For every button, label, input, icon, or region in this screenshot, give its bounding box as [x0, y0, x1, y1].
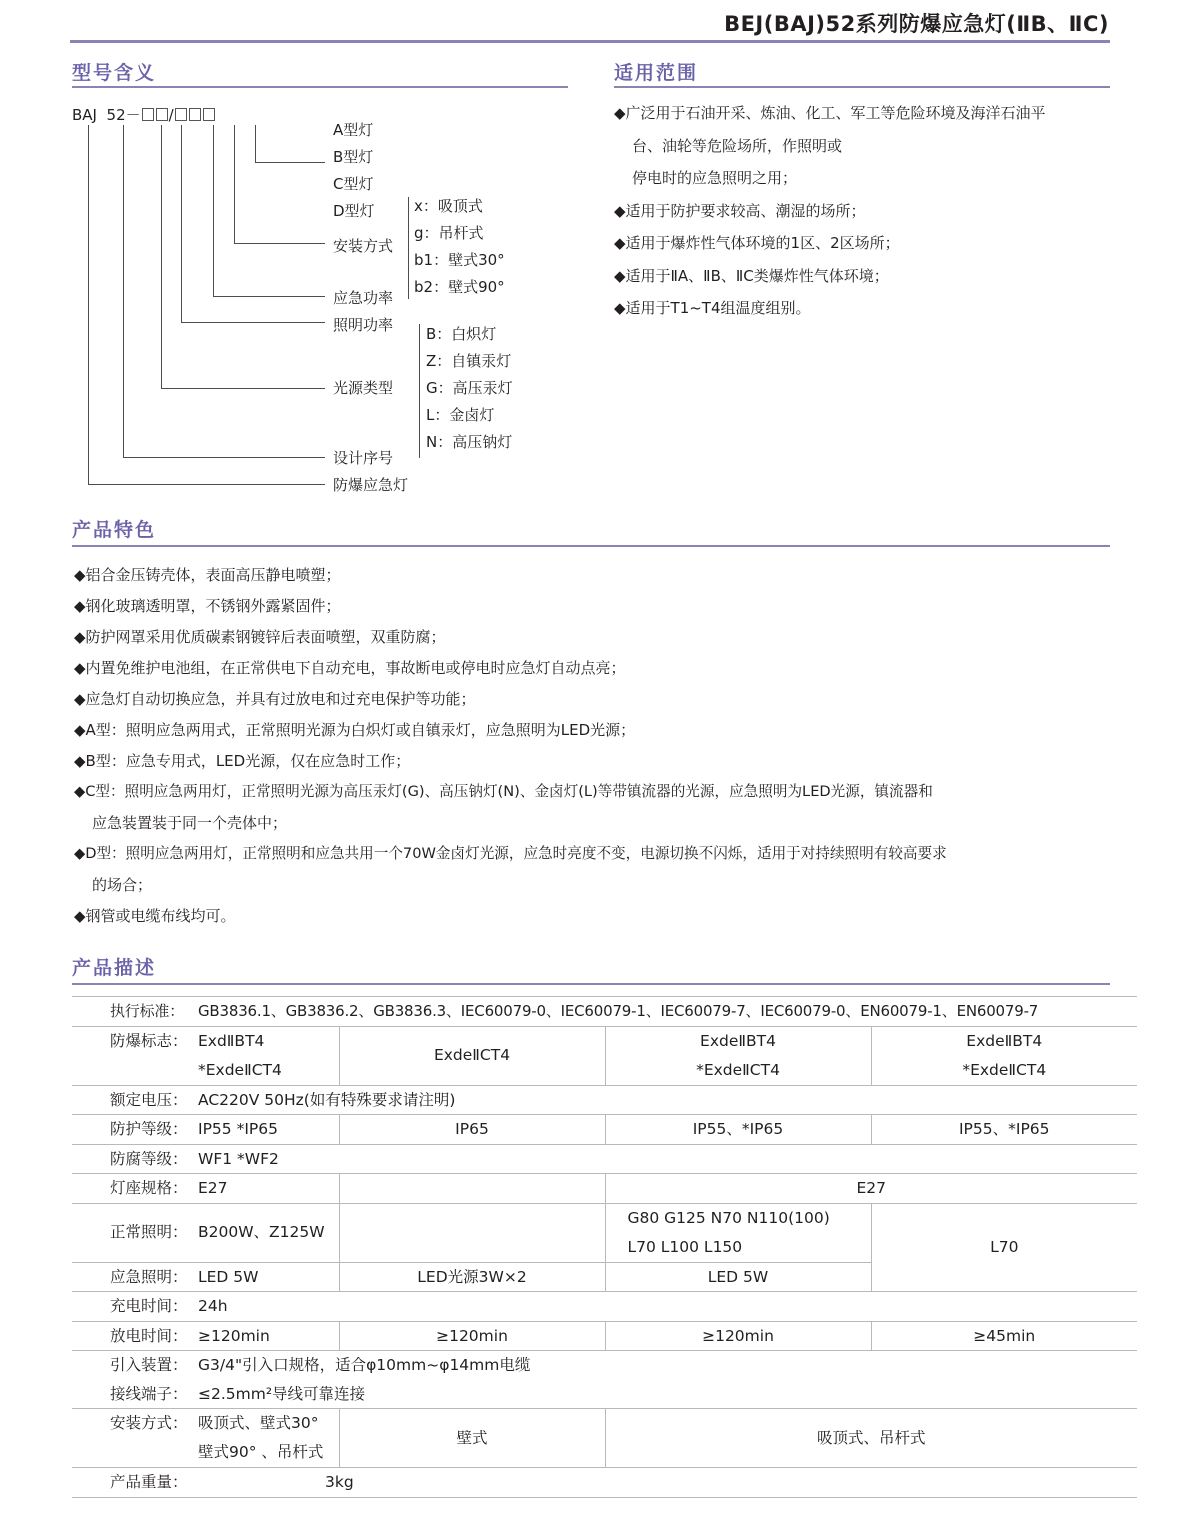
spec-value: ≤2.5mm²导线可靠连接	[198, 1384, 366, 1403]
spec-row-voltage	[72, 1085, 1137, 1115]
connector-line	[255, 125, 256, 162]
connector-line	[161, 388, 325, 389]
spec-value: 壁式90° 、吊杆式	[198, 1443, 324, 1461]
light-option: G：高压汞灯	[426, 379, 513, 397]
feature-item: ◆A型：照明应急两用式，正常照明光源为白炽灯或自镇汞灯，应急照明为LED光源；	[74, 721, 636, 739]
spec-value: IP55、*IP65	[871, 1115, 1137, 1145]
feature-item: ◆应急灯自动切换应急，并具有过放电和过充电保护等功能；	[74, 690, 476, 708]
spec-value: E27	[198, 1179, 228, 1197]
feature-list	[74, 564, 947, 936]
spec-value: ExdeⅡCT4	[339, 1026, 605, 1085]
spec-value: *ExdeⅡCT4	[962, 1060, 1047, 1079]
connector-line	[213, 296, 325, 297]
spec-value: ≥120min	[198, 1326, 270, 1345]
lamp-type-a: A型灯	[333, 121, 374, 139]
install-option: x：吸顶式	[414, 197, 483, 215]
spec-value: B200W、Z125W	[198, 1223, 325, 1242]
section-title-model: 型号含义	[72, 62, 157, 84]
model-slash: /	[168, 106, 174, 124]
spec-value: 24h	[198, 1297, 228, 1315]
code-box	[175, 108, 187, 121]
connector-line	[234, 125, 235, 243]
spec-value: AC220V 50Hz(如有特殊要求请注明)	[198, 1090, 456, 1109]
page-title: BEJ(BAJ)52系列防爆应急灯(ⅡB、ⅡC)	[724, 12, 1109, 36]
scope-item: ◆适用于爆炸性气体环境的1区、2区场所；	[614, 234, 900, 252]
spec-label: 灯座规格：	[110, 1179, 188, 1197]
spec-label: 接线端子：	[110, 1384, 188, 1403]
code-box	[156, 108, 168, 121]
spec-value: G3/4"引入口规格，适合φ10mm~φ14mm电缆	[198, 1356, 531, 1374]
lamp-type-b: B型灯	[333, 148, 374, 166]
spec-value: 壁式	[339, 1409, 605, 1468]
spec-value: ≥120min	[605, 1321, 871, 1351]
label-emergency-power: 应急功率	[333, 289, 394, 307]
spec-value: 吸顶式、吊杆式	[605, 1409, 1137, 1468]
spec-row-corrosion	[72, 1144, 1137, 1174]
light-option: B：白炽灯	[426, 325, 497, 343]
connector-line	[123, 457, 325, 458]
lamp-type-c: C型灯	[333, 175, 374, 193]
spec-value: L70 L100 L150	[627, 1237, 743, 1256]
spec-value: LED 5W	[605, 1262, 871, 1292]
spec-value: E27	[605, 1174, 1137, 1204]
section-title-description: 产品描述	[72, 957, 157, 979]
connector-line	[234, 243, 325, 244]
spec-label: 执行标准：	[110, 1002, 185, 1020]
scope-list	[614, 102, 1046, 330]
spec-value: IP65	[339, 1115, 605, 1145]
scope-item: 台、油轮等危险场所，作照明或	[632, 136, 843, 155]
model-code	[72, 104, 216, 126]
spec-value: 3kg	[325, 1473, 354, 1491]
feature-item: 应急装置装于同一个壳体中；	[92, 814, 288, 832]
code-box	[203, 108, 215, 121]
light-option: L：金卤灯	[426, 406, 495, 424]
scope-item: ◆适用于T1~T4组温度组别。	[614, 299, 811, 317]
spec-row-standard	[72, 997, 1137, 1027]
feature-item: 的场合；	[92, 876, 153, 894]
feature-item: ◆D型：照明应急两用灯，正常照明和应急共用一个70W金卤灯光源，应急时亮度不变，电源切换不闪烁，适用于对持续照明有较高要求	[74, 845, 947, 862]
install-option: g：吊杆式	[414, 224, 484, 242]
scope-item: ◆广泛用于石油开采、炼油、化工、军工等危险环境及海洋石油平	[614, 104, 1046, 122]
section-rule-model	[72, 86, 568, 88]
spec-row-charge	[72, 1292, 1137, 1322]
connector-line	[88, 125, 89, 484]
spec-row-mount	[72, 1409, 1137, 1468]
spec-value: ≥45min	[871, 1321, 1137, 1351]
spec-label: 防护等级：	[110, 1120, 188, 1138]
label-install: 安装方式	[333, 237, 394, 255]
label-explosion-lamp: 防爆应急灯	[333, 476, 409, 494]
spec-value: 吸顶式、壁式30°	[198, 1414, 319, 1432]
section-rule-description	[72, 983, 1110, 985]
spec-label: 防腐等级：	[110, 1149, 188, 1168]
spec-row-weight	[72, 1468, 1137, 1498]
label-light-source: 光源类型	[333, 379, 394, 397]
connector-line	[213, 125, 214, 296]
scope-item: 停电时的应急照明之用；	[632, 169, 798, 187]
spec-value: L70	[871, 1203, 1137, 1292]
connector-line	[88, 484, 325, 485]
install-option: b2：壁式90°	[414, 278, 505, 296]
bracket-line	[408, 197, 409, 299]
spec-label: 安装方式：	[110, 1414, 188, 1432]
spec-table	[72, 996, 1137, 1498]
model-series: 52－	[106, 106, 141, 124]
connector-line	[123, 125, 124, 457]
code-box	[189, 108, 201, 121]
feature-item: ◆内置免维护电池组，在正常供电下自动充电，事故断电或停电时应急灯自动点亮；	[74, 659, 626, 677]
label-lighting-power: 照明功率	[333, 316, 394, 334]
feature-item: ◆C型：照明应急两用灯，正常照明光源为高压汞灯(G)、高压钠灯(N)、金卤灯(L)等带镇流器的光源，应急照明为LED光源，镇流器和	[74, 783, 933, 800]
spec-value: ExdeⅡBT4	[966, 1031, 1043, 1050]
lamp-type-d: D型灯	[333, 202, 375, 220]
spec-row-socket	[72, 1174, 1137, 1204]
section-title-scope: 适用范围	[614, 62, 699, 84]
code-box	[142, 108, 154, 121]
feature-item: ◆钢化玻璃透明罩，不锈钢外露紧固件；	[74, 597, 341, 615]
spec-row-ex-mark	[72, 1026, 1137, 1085]
spec-label: 应急照明：	[110, 1267, 188, 1286]
spec-value: IP55 *IP65	[198, 1120, 278, 1138]
spec-value: ExdⅡBT4	[198, 1031, 265, 1050]
spec-label: 充电时间：	[110, 1297, 188, 1315]
connector-line	[181, 125, 182, 322]
install-option: b1：壁式30°	[414, 251, 505, 269]
spec-row-ip	[72, 1115, 1137, 1145]
spec-row-entry	[72, 1351, 1137, 1380]
spec-value: IP55、*IP65	[605, 1115, 871, 1145]
bracket-line	[419, 324, 420, 458]
spec-row-discharge	[72, 1321, 1137, 1351]
spec-label: 防爆标志：	[110, 1031, 188, 1050]
light-option: Z：自镇汞灯	[426, 352, 512, 370]
spec-label: 产品重量：	[110, 1473, 188, 1491]
spec-value: *ExdeⅡCT4	[696, 1060, 780, 1079]
feature-item: ◆B型：应急专用式，LED光源，仅在应急时工作；	[74, 752, 411, 770]
scope-item: ◆适用于ⅡA、ⅡB、ⅡC类爆炸性气体环境；	[614, 266, 889, 285]
header-divider	[70, 40, 1110, 43]
feature-item: ◆防护网罩采用优质碳素钢镀锌后表面喷塑，双重防腐；	[74, 628, 446, 646]
section-rule-features	[72, 545, 1110, 547]
section-title-features: 产品特色	[72, 519, 157, 541]
light-option: N：高压钠灯	[426, 433, 513, 451]
spec-value: G80 G125 N70 N110(100)	[627, 1208, 830, 1227]
spec-label: 正常照明：	[110, 1223, 188, 1242]
spec-label: 引入装置：	[110, 1356, 188, 1374]
spec-label: 额定电压：	[110, 1090, 188, 1109]
spec-value: WF1 *WF2	[198, 1149, 279, 1168]
spec-value: ExdeⅡBT4	[700, 1031, 776, 1050]
connector-line	[161, 125, 162, 388]
spec-value: *ExdeⅡCT4	[198, 1060, 282, 1079]
connector-line	[181, 322, 325, 323]
spec-row-normal	[72, 1203, 1137, 1262]
spec-value: GB3836.1、GB3836.2、GB3836.3、IEC60079-0、IEC60079-1、IEC60079-7、IEC60079-0、EN60079-1、EN60079-7	[198, 1002, 1039, 1020]
scope-item: ◆适用于防护要求较高、潮湿的场所；	[614, 201, 866, 220]
section-rule-scope	[614, 86, 1110, 88]
feature-item: ◆钢管或电缆布线均可。	[74, 907, 236, 925]
spec-row-terminal	[72, 1380, 1137, 1409]
spec-label: 放电时间：	[110, 1326, 188, 1345]
connector-line	[255, 162, 325, 163]
label-design-no: 设计序号	[333, 449, 394, 467]
spec-value: ≥120min	[339, 1321, 605, 1351]
spec-value: LED 5W	[198, 1267, 259, 1286]
spec-value: LED光源3W×2	[339, 1262, 605, 1292]
model-prefix: BAJ	[72, 106, 97, 124]
feature-item: ◆铝合金压铸壳体，表面高压静电喷塑；	[74, 566, 341, 584]
